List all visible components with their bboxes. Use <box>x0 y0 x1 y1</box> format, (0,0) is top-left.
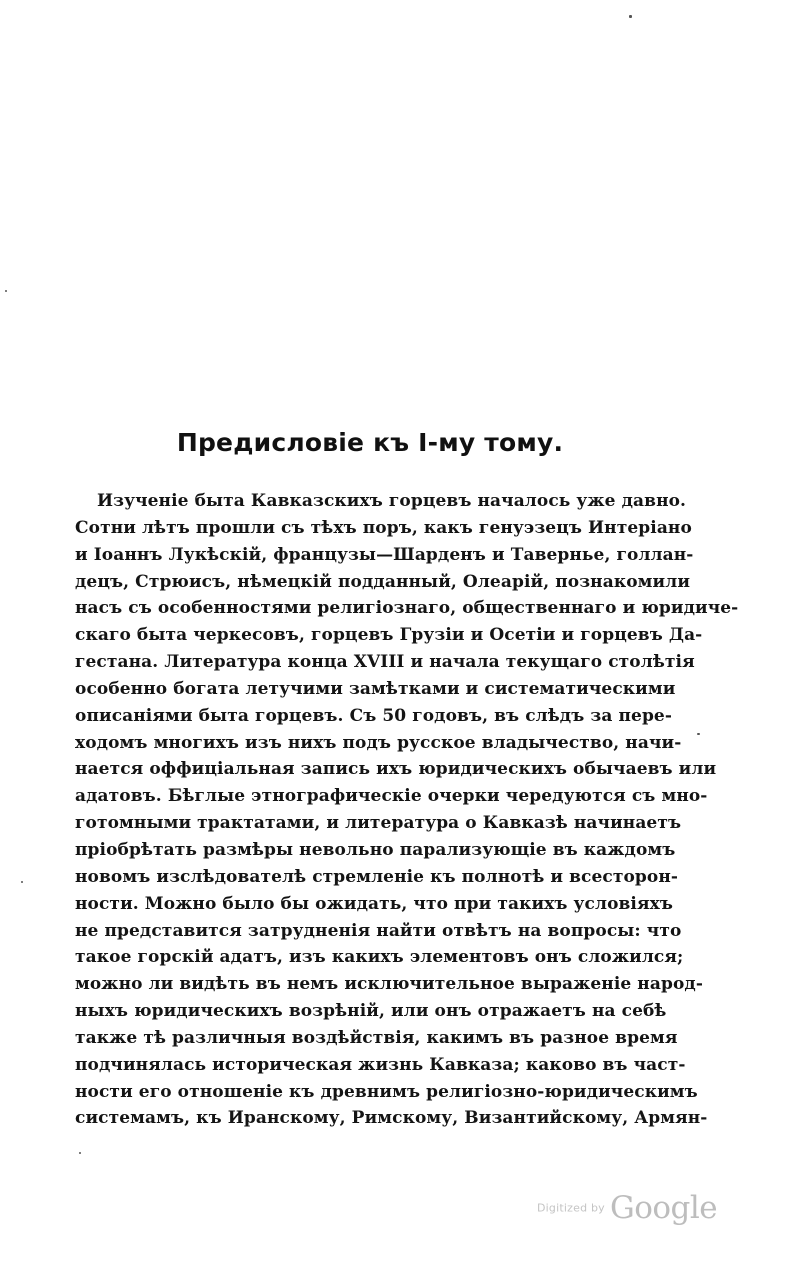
paragraph-line: также тѣ различныя воздѣйствія, какимъ въ разное время <box>75 1027 678 1048</box>
scan-speck <box>79 1152 81 1154</box>
paragraph-line: ности. Можно было бы ожидать, что при такихъ условіяхъ <box>75 893 674 914</box>
paragraph-line: такое горскій адатъ, изъ какихъ элементовъ онъ сложился; <box>75 947 684 968</box>
preface-paragraph <box>75 488 739 1132</box>
paragraph-line: Сотни лѣтъ прошли съ тѣхъ поръ, какъ генуэзецъ Интеріано <box>75 517 692 538</box>
paragraph-line: адатовъ. Бѣглые этнографическіе очерки чередуются съ мно- <box>75 786 708 807</box>
paragraph-line: децъ, Стрюисъ, нѣмецкій подданный, Олеарій, познакомили <box>75 571 691 592</box>
scan-speck <box>5 290 7 292</box>
scan-speck <box>697 733 700 735</box>
paragraph-line: подчинялась историческая жизнь Кавказа; каково въ част- <box>75 1054 686 1075</box>
preface-heading: Предисловіе къ I-му тому. <box>176 428 564 457</box>
paragraph-line: гестана. Литература конца XVIII и начала текущаго столѣтія <box>75 652 695 673</box>
paragraph-line: можно ли видѣть въ немъ исключительное выраженіе народ- <box>75 974 703 995</box>
paragraph-line: не представится затрудненія найти отвѣтъ на вопросы: что <box>75 920 682 941</box>
paragraph-line: и Іоаннъ Лукѣскій, французы—Шарденъ и Тавернье, голлан- <box>75 544 694 565</box>
paragraph-line: скаго быта черкесовъ, горцевъ Грузіи и Осетіи и горцевъ Да- <box>75 625 703 646</box>
paragraph-line: новомъ изслѣдователѣ стремленіе къ полнотѣ и всесторон- <box>75 866 679 887</box>
paragraph-line: описаніями быта горцевъ. Съ 50 годовъ, въ слѣдъ за пере- <box>75 705 672 726</box>
paragraph-line: готомными трактатами, и литература о Кавказѣ начинаетъ <box>75 813 682 834</box>
paragraph-line: особенно богата летучими замѣтками и систематическими <box>75 678 676 699</box>
paragraph-line: ности его отношеніе къ древнимъ религіозно-юридическимъ <box>75 1081 698 1102</box>
scan-speck <box>21 881 23 883</box>
paragraph-line: Изученіе быта Кавказскихъ горцевъ началось уже давно. <box>97 491 687 511</box>
google-logo: Google <box>609 1190 718 1226</box>
paragraph-line: ходомъ многихъ изъ нихъ подъ русское владычество, начи- <box>75 732 682 753</box>
paragraph-line: системамъ, къ Иранскому, Римскому, Византийскому, Армян- <box>75 1108 708 1129</box>
scan-speck <box>629 15 632 18</box>
paragraph-line: насъ съ особенностями религіознаго, общественнаго и юридиче- <box>75 598 739 619</box>
paragraph-line: нается оффиціальная запись ихъ юридическихъ обычаевъ или <box>75 759 717 780</box>
digitized-watermark <box>537 1190 717 1226</box>
watermark-prefix: Digitized by <box>537 1201 605 1215</box>
paragraph-line: ныхъ юридическихъ возрѣній, или онъ отражаетъ на себѣ <box>75 1001 667 1022</box>
paragraph-line: пріобрѣтать размѣры невольно парализующіе въ каждомъ <box>75 839 676 860</box>
